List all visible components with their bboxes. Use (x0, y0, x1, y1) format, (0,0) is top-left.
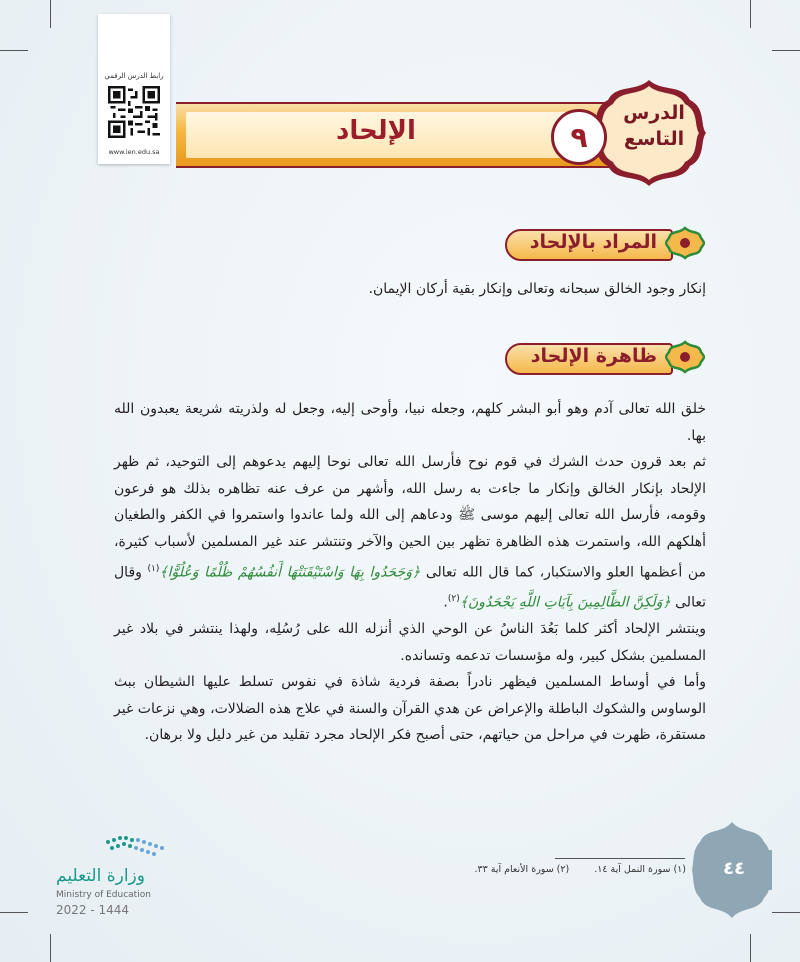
lesson-label (604, 100, 704, 152)
edition-year: 2022 - 1444 (56, 903, 130, 917)
footnote-ref[interactable]: (١) (147, 563, 160, 574)
quran-verse: ﴿وَلَكِنَّ الظَّالِمِينَ بِآيَاتِ اللَّهِ يَجْحَدُونَ﴾ (459, 594, 671, 611)
paragraph: إنكار وجود الخالق سبحانه وتعالى وإنكار بقية أركان الإيمان. (368, 281, 706, 297)
phenomenon-text (114, 396, 706, 749)
ministry-name-arabic: وزارة التعليم (56, 866, 145, 886)
footnotes (452, 864, 686, 875)
qr-url: www.ien.edu.sa (108, 148, 160, 156)
crop-mark (750, 934, 751, 962)
qr-caption: رابط الدرس الرقمي (104, 72, 164, 80)
quran-verse: ﴿وَجَحَدُوا بِهَا وَاسْتَيْقَنَتْهَا أَنفُسُهُمْ ظُلْمًا وَعُلُوًّا﴾ (159, 564, 421, 581)
section-heading-text: المراد بالإلحاد (529, 231, 657, 253)
ministry-logo-icon (100, 832, 180, 864)
lesson-label-line2: التاسع (623, 128, 685, 150)
lesson-title: الإلحاد (336, 116, 416, 146)
paragraph: وينتشر الإلحاد أكثر كلما بَعُدَ الناسُ عن الوحي الذي أنزله الله على رُسُلِه، ولهذا ينتشر في بلاد غير المسلمين بشكل كبير، وله مؤسسات تدعمه وتسانده. (114, 621, 706, 664)
crop-mark (0, 50, 28, 51)
crop-mark (772, 50, 800, 51)
footnote: (٢) سورة الأنعام آية ٣٣. (474, 864, 570, 875)
footnote-divider (555, 858, 685, 859)
digital-lesson-qr[interactable] (98, 14, 170, 164)
paragraph: خلق الله تعالى آدم وهو أبو البشر كلهم، وجعله نبيا، وأوحى إليه، وجعل له ولذريته شريعة يعبدون الله بها. (114, 401, 706, 444)
section-heading-text: ظاهرة الإلحاد (530, 345, 657, 367)
section-heading-phenomenon (505, 340, 705, 374)
section-heading-definition (505, 226, 705, 260)
crop-mark (772, 912, 800, 913)
footnote-ref[interactable]: (٢) (447, 593, 460, 604)
ornament-flower-icon (665, 340, 705, 374)
qr-code-icon[interactable] (108, 86, 160, 138)
paragraph: وأما في أوساط المسلمين فيظهر نادراً بصفة فردية شاذة في نفوس تسلط عليها الشيطان ببث الوساوس والشكوك الباطلة والإعراض عن هدي القرآن والسنة في علاج هذه الضلالات، وهي نزعات غير مستقرة، ظهرت في مراحل من حياتهم، حتى أصبح فكر الإلحاد مجرد تقليد من غير دليل ولا برهان. (114, 674, 706, 744)
connector-text: وقال تعالى (114, 564, 706, 611)
crop-mark (0, 912, 28, 913)
paragraph-with-verses: ثم بعد قرون حدث الشرك في قوم نوح فأرسل الله تعالى نوحا إليهم يدعوهم إلى التوحيد، ثم ظهر الإلحاد بإنكار الخالق وإنكار ما جاءت به رسل الله، وأشهر من عرف عنه تظاهره بذلك هو فرعون وقومه، فأرسل الله تعالى إليهم موسى ﷺ ودعاهم إلى الله ولما عاندوا واستمروا في الكفر والطغيان أهلكهم الله، واستمرت هذه الظاهرة تظهر بين الحين والآخر وتنتشر عند غير المسلمين لأسباب كثيرة، من أعظمها العلو والاستكبار، كما قال الله تعالى ﴿وَجَحَدُوا بِهَا وَاسْتَيْقَنَتْهَا أَنفُسُهُمْ ظُلْمًا وَعُلُوًّا﴾$^{(١)}$ وقال تعالى ﴿وَلَكِنَّ الظَّالِمِينَ بِآيَاتِ اللَّهِ يَجْحَدُونَ﴾$^{(٢)}$. (114, 454, 707, 611)
crop-mark (750, 0, 751, 28)
lesson-label-line1: الدرس (623, 102, 685, 124)
paragraph-text: ثم بعد قرون حدث الشرك في قوم نوح فأرسل الله تعالى نوحا إليهم يدعوهم إلى التوحيد، ثم ظهر الإلحاد بإنكار الخالق وإنكار ما جاءت به رسل الله، وأشهر من عرف عنه تظاهره بذلك هو فرعون وقومه، فأرسل الله تعالى إليهم موسى ﷺ ودعاهم إلى الله ولما عاندوا واستمروا في الكفر والطغيان أهلكهم الله، واستمرت هذه الظاهرة تظهر بين الحين والآخر وتنتشر عند غير المسلمين لأسباب كثيرة، من أعظمها العلو والاستكبار، كما قال الله تعالى (114, 454, 707, 581)
ministry-name-english: Ministry of Education (56, 890, 151, 900)
footnote: (١) سورة النمل آية ١٤. (594, 864, 686, 875)
banner-inner (186, 112, 566, 158)
definition-text (114, 276, 706, 303)
ornament-flower-icon (665, 226, 705, 260)
lesson-number-badge: ٩ (551, 109, 607, 165)
crop-mark (50, 0, 51, 28)
crop-mark (50, 934, 51, 962)
page-number: ٤٤ (723, 858, 745, 879)
